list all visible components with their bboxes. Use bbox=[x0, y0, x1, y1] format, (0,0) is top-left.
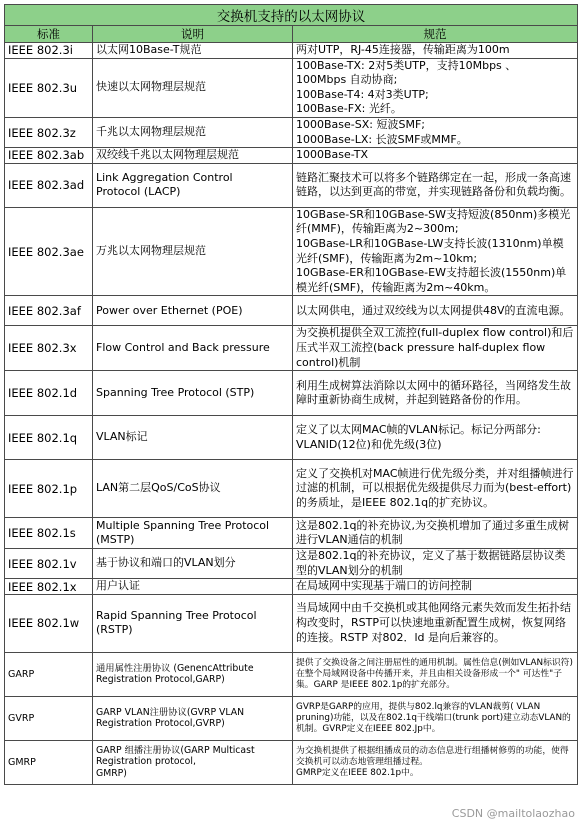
standard-cell: IEEE 802.3z bbox=[5, 117, 93, 147]
description-cell: 基于协议和端口的VLAN划分 bbox=[93, 549, 293, 579]
standard-cell: IEEE 802.1w bbox=[5, 594, 93, 652]
standard-cell: IEEE 802.3ad bbox=[5, 163, 93, 207]
specification-cell: 10GBase-SR和10GBase-SW支持短波(850nm)多模光纤(MMF)，传输距离为2~300m; 10GBase-LR和10GBase-LW支持长波(1310nm)单模光纤(SMF)，传输距离为2m~10km; 10GBase-ER和10GBase-EW支持超长波(1550nm)单模光纤(SMF)，传输距离为2m~40km。 bbox=[293, 207, 578, 296]
description-cell: 万兆以太网物理层规范 bbox=[93, 207, 293, 296]
specification-cell: 1000Base-TX bbox=[293, 148, 578, 164]
specification-cell: 两对UTP，RJ-45连接器，传输距离为100m bbox=[293, 43, 578, 59]
table-row bbox=[5, 594, 578, 652]
table-row bbox=[5, 43, 578, 59]
specification-cell: 以太网供电，通过双绞线为以太网提供48V的直流电源。 bbox=[293, 296, 578, 326]
description-cell: 用户认证 bbox=[93, 579, 293, 595]
description-cell: LAN第二层QoS/CoS协议 bbox=[93, 460, 293, 518]
description-cell: Spanning Tree Protocol (STP) bbox=[93, 371, 293, 416]
description-cell: 千兆以太网物理层规范 bbox=[93, 117, 293, 147]
description-cell: 双绞线千兆以太网物理层规范 bbox=[93, 148, 293, 164]
table-row bbox=[5, 549, 578, 579]
table-row bbox=[5, 696, 578, 740]
description-cell: 快速以太网物理层规范 bbox=[93, 58, 293, 117]
specification-cell: 当局域网中由千交换机或其他网络元素失效而发生拓扑结构改变时，RSTP可以快速地重新配置生成树，恢复网络的连接。RSTP 对802．ld 是向后兼容的。 bbox=[293, 594, 578, 652]
description-cell: Flow Control and Back pressure bbox=[93, 326, 293, 371]
standard-cell: GARP bbox=[5, 652, 93, 696]
column-header-specification: 规范 bbox=[293, 26, 578, 43]
specification-cell: 这是802.1q的补充协议，定义了基于数据链路层协议类型的VLAN划分的机制 bbox=[293, 549, 578, 579]
specification-cell: 为交换机提供全双工流控(full-duplex flow control)和后压式半双工流控(back pressure half-duplex flow control)机制 bbox=[293, 326, 578, 371]
description-cell: 通用属性注册协议 (GenencAttribute Registration Protocol,GARP) bbox=[93, 652, 293, 696]
description-cell: Power over Ethernet (POE) bbox=[93, 296, 293, 326]
description-cell: Link Aggregation Control Protocol (LACP) bbox=[93, 163, 293, 207]
watermark: CSDN @mailtolaozhao bbox=[451, 807, 575, 820]
standard-cell: IEEE 802.3ab bbox=[5, 148, 93, 164]
table-row bbox=[5, 652, 578, 696]
table-row bbox=[5, 58, 578, 117]
specification-cell: 100Base-TX: 2对5类UTP，支持10Mbps 、 100Mbps 自动协商; 100Base-T4: 4对3类UTP; 100Base-FX: 光纤。 bbox=[293, 58, 578, 117]
table-row bbox=[5, 579, 578, 595]
table-row bbox=[5, 148, 578, 164]
table-row bbox=[5, 740, 578, 784]
description-cell: Multiple Spanning Tree Protocol (MSTP) bbox=[93, 518, 293, 549]
standard-cell: GVRP bbox=[5, 696, 93, 740]
standard-cell: IEEE 802.1v bbox=[5, 549, 93, 579]
standard-cell: IEEE 802.1s bbox=[5, 518, 93, 549]
specification-cell: 为交换机提供了根据组播成员的动态信息进行组播树修剪的功能，使得交换机可以动态地管理组播过程。 GMRP定义在IEEE 802.1p中。 bbox=[293, 740, 578, 784]
standard-cell: IEEE 802.1x bbox=[5, 579, 93, 595]
standard-cell: IEEE 802.3u bbox=[5, 58, 93, 117]
specification-cell: GVRP是GARP的应用，提供与802.lq兼容的VLAN裁剪( VLAN pruning)功能，以及在802.1q干线端口(trunk port)建立动态VLAN的机制。GVRP定义在IEEE 802.Jp中。 bbox=[293, 696, 578, 740]
standard-cell: IEEE 802.3i bbox=[5, 43, 93, 59]
description-cell: GARP 组播注册协议(GARP Multicast Registration protocol, GMRP) bbox=[93, 740, 293, 784]
specification-cell: 定义了以太网MAC帧的VLAN标记。标记分两部分: VLANID(12位)和优先级(3位) bbox=[293, 416, 578, 460]
standard-cell: IEEE 802.1q bbox=[5, 416, 93, 460]
specification-cell: 在局域网中实现基于端口的访问控制 bbox=[293, 579, 578, 595]
specification-cell: 1000Base-SX: 短波SMF; 1000Base-LX: 长波SMF或MMF。 bbox=[293, 117, 578, 147]
table-row bbox=[5, 518, 578, 549]
table-row bbox=[5, 416, 578, 460]
specification-cell: 利用生成树算法消除以太网中的循环路径，当网络发生故障时重新协商生成树，并起到链路备份的作用。 bbox=[293, 371, 578, 416]
header-row bbox=[5, 26, 578, 43]
table-row bbox=[5, 296, 578, 326]
protocol-table bbox=[4, 4, 578, 785]
standard-cell: IEEE 802.3ae bbox=[5, 207, 93, 296]
standard-cell: IEEE 802.1d bbox=[5, 371, 93, 416]
table-row bbox=[5, 117, 578, 147]
table-row bbox=[5, 207, 578, 296]
standard-cell: IEEE 802.3af bbox=[5, 296, 93, 326]
column-header-standard: 标准 bbox=[5, 26, 93, 43]
standard-cell: IEEE 802.1p bbox=[5, 460, 93, 518]
table-row bbox=[5, 371, 578, 416]
description-cell: GARP VLAN注册协议(GVRP VLAN Registration Protocol,GVRP) bbox=[93, 696, 293, 740]
standard-cell: GMRP bbox=[5, 740, 93, 784]
table-row bbox=[5, 460, 578, 518]
specification-cell: 定义了交换机对MAC帧进行优先级分类，并对组播帧进行过滤的机制，可以根据优先级提供尽力而为(best-effort)的务质址，是IEEE 802.1q的扩充协议。 bbox=[293, 460, 578, 518]
column-header-description: 说明 bbox=[93, 26, 293, 43]
specification-cell: 链路汇聚技术可以将多个链路绑定在一起，形成一条高速链路，以达到更高的带宽，并实现链路备份和负载均衡。 bbox=[293, 163, 578, 207]
table-row bbox=[5, 326, 578, 371]
description-cell: VLAN标记 bbox=[93, 416, 293, 460]
table-title: 交换机支持的以太网协议 bbox=[5, 5, 578, 26]
specification-cell: 提供了交换设备之间注册屈性的通用机制。属性信息(例如VLAN标识符)在整个局域网设备中传播开来，并且由相关设备形成一个" 可达性"子集。GARP 是IEEE 802.1p的扩充部分。 bbox=[293, 652, 578, 696]
description-cell: 以太网10Base-T规范 bbox=[93, 43, 293, 59]
specification-cell: 这是802.1q的补充协议,为交换机增加了通过多重生成树进行VLAN通信的机制 bbox=[293, 518, 578, 549]
title-row bbox=[5, 5, 578, 26]
description-cell: Rapid Spanning Tree Protocol (RSTP) bbox=[93, 594, 293, 652]
standard-cell: IEEE 802.3x bbox=[5, 326, 93, 371]
table-row bbox=[5, 163, 578, 207]
